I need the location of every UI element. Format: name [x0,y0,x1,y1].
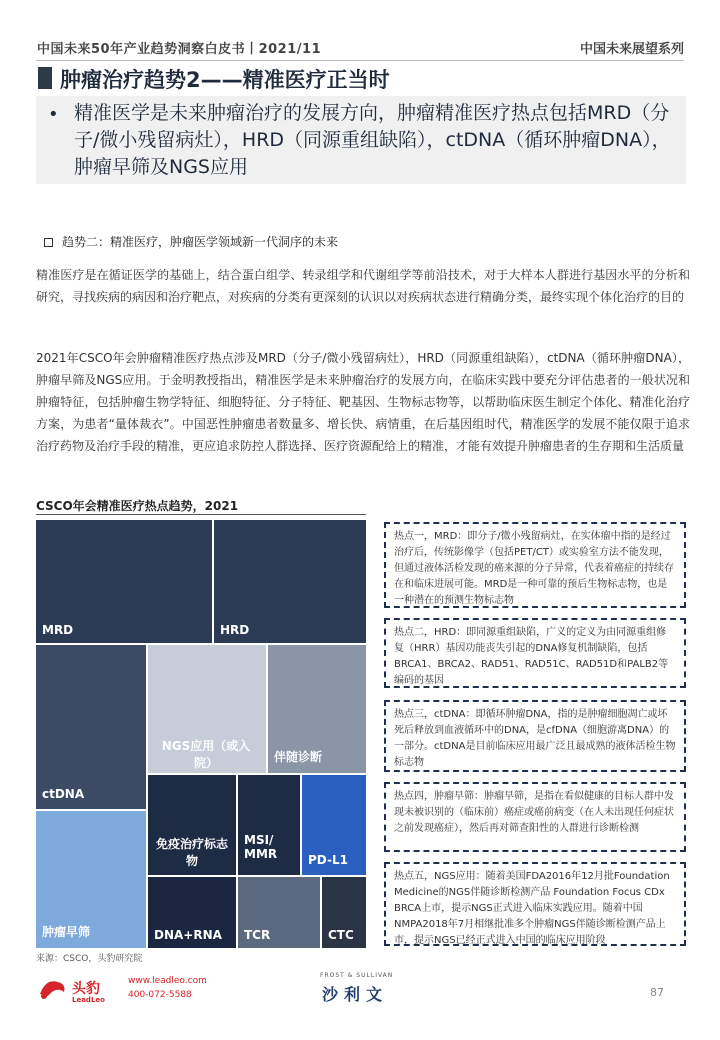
cell-label: MSI/ MMR [244,833,278,861]
footer-brand: 头豹 [72,981,100,997]
paragraph-1: 精准医疗是在循证医学的基础上，结合蛋白组学、转录组学和代谢组学等前沿技术，对于大样本人群进行基因水平的分析和研究，寻找疾病的病因和治疗靶点，对疾病的分类有更深刻的认识以对疾病状态进行精确分类，最终实现个体化治疗的目的 [36,268,690,304]
cell-label: NGS应用（或入院） [161,739,251,770]
cell-label: MRD [42,623,74,637]
footer-brand-en: LeadLeo [72,996,105,1004]
trend-label: 趋势二：精准医疗，肿瘤医学领域新一代洞序的未来 [62,235,339,249]
cell-label: CTC [328,928,354,942]
chart-title: CSCO年会精准医疗热点趋势，2021 [36,499,239,513]
cell-label: ctDNA [42,787,85,801]
note-mrd: 热点一，MRD：即分子/微小残留病灶，在实体瘤中指的是经过治疗后，传统影像学（包括PET/CT）或实验室方法不能发现，但通过液体活检发现的癌来源的分子异常，代表着癌症的持续存在和临床进展可能。MRD是一种可靠的预后生物标志物，也是一种潜在的预测生物标志物 [384,522,686,608]
header-divider [36,60,684,61]
treemap-cell-msi [238,775,300,875]
highlight-bullet: • [48,104,59,125]
note-screening: 热点四，肿瘤早筛：肿瘤早筛，是指在看似健康的目标人群中发现未被识别的（临床前）癌症或癌前病变（在人未出现任何症状之前发现癌症），然后再对筛查阳性的人群进行诊断检测 [384,782,686,852]
fs-brand-en: FROST & SULLIVAN [320,972,394,979]
treemap-cell-ngs [148,645,266,773]
header-title: 中国未来50年产业趋势洞察白皮书丨2021/11 [37,42,322,57]
cell-label: PD-L1 [308,853,348,867]
page-title: 肿瘤治疗趋势2——精准医疗正当时 [60,68,390,92]
treemap-cell-mrd [36,520,212,643]
header-series: 中国未来展望系列 [579,42,684,57]
cell-label: 免疫治疗标志物 [155,837,228,868]
highlight-text: 精准医学是未来肿瘤治疗的发展方向，肿瘤精准医疗热点包括MRD（分子/微小残留病灶），HRD（同源重组缺陷），ctDNA（循环肿瘤DNA），肿瘤早筛及NGS应用 [74,102,671,178]
cell-label: 伴随诊断 [274,750,323,764]
treemap-cell-pdl1 [302,775,366,875]
cell-label: TCR [244,928,271,942]
checkbox-icon [44,238,53,247]
note-ctdna: 热点三，ctDNA：即循环肿瘤DNA，指的是肿瘤细胞凋亡或坏死后释放到血液循环中的DNA，是cfDNA（细胞游离DNA）的一部分。ctDNA是目前临床应用最广泛且最成熟的液体活检生物标志物 [384,700,686,772]
footer-website: www.leadleo.com [128,976,207,986]
paragraph-2: 2021年CSCO年会肿瘤精准医疗热点涉及MRD（分子/微小残留病灶），HRD（同源重组缺陷），ctDNA（循环肿瘤DNA），肿瘤早筛及NGS应用。于金明教授指出，精准医学是未来肿瘤治疗的发展方向，在临床实践中要充分评估患者的一般状况和肿瘤特征，包括肿瘤生物学特征、细胞特征、分子特征、靶基因、生物标志物等，以帮助临床医生制定个体化、精准化治疗方案，为患者“量体裁衣”。中国恶性肿瘤患者数量多、增长快、病情重，在后基因组时代，精准医学的发展不能仅限于追求治疗药物及治疗手段的精准，更应追求防控人群选择、医疗资源配给上的精准，才能有效提升肿瘤患者的生存期和生活质量 [36,351,690,453]
title-marker [38,67,52,89]
note-ngs: 热点五，NGS应用：随着美国FDA2016年12月批Foundation Medicine的NGS伴随诊断检测产品 Foundation Focus CDx BRCA上市，提示NGS正式进入临床实践应用。随着中国NMPA2018年7月相继批准多个肿瘤NGS伴随诊断检测产品上市，提示NGS已经正式进入中国的临床应用阶段 [384,862,686,946]
footer-phone: 400-072-5588 [128,990,192,1000]
source-note: 来源：CSCO，头豹研究院 [36,954,143,964]
cell-label: DNA+RNA [154,928,222,942]
treemap-cell-ctc [322,877,366,948]
page-number: 87 [650,986,664,999]
note-hrd: 热点二，HRD：即同源重组缺陷，广义的定义为由同源重组修复（HRR）基因功能丧失引起的DNA修复机制缺陷，包括BRCA1、BRCA2、RAD51、RAD51C、RAD51D和PALB2等编码的基因 [384,618,686,688]
treemap-cell-dnarna [148,877,236,948]
treemap-cell-immuno [148,775,236,875]
cell-label: 肿瘤早筛 [42,925,91,939]
treemap [36,520,366,948]
treemap-cell-ctdna [36,645,146,809]
treemap-cell-companion [268,645,366,773]
fs-brand-cn: 沙利文 [322,985,389,1004]
treemap-cell-tcr [238,877,320,948]
treemap-cell-screening [36,811,146,948]
treemap-cell-hrd [214,520,366,643]
cell-label: HRD [220,623,250,637]
chart-title-divider [36,514,366,515]
